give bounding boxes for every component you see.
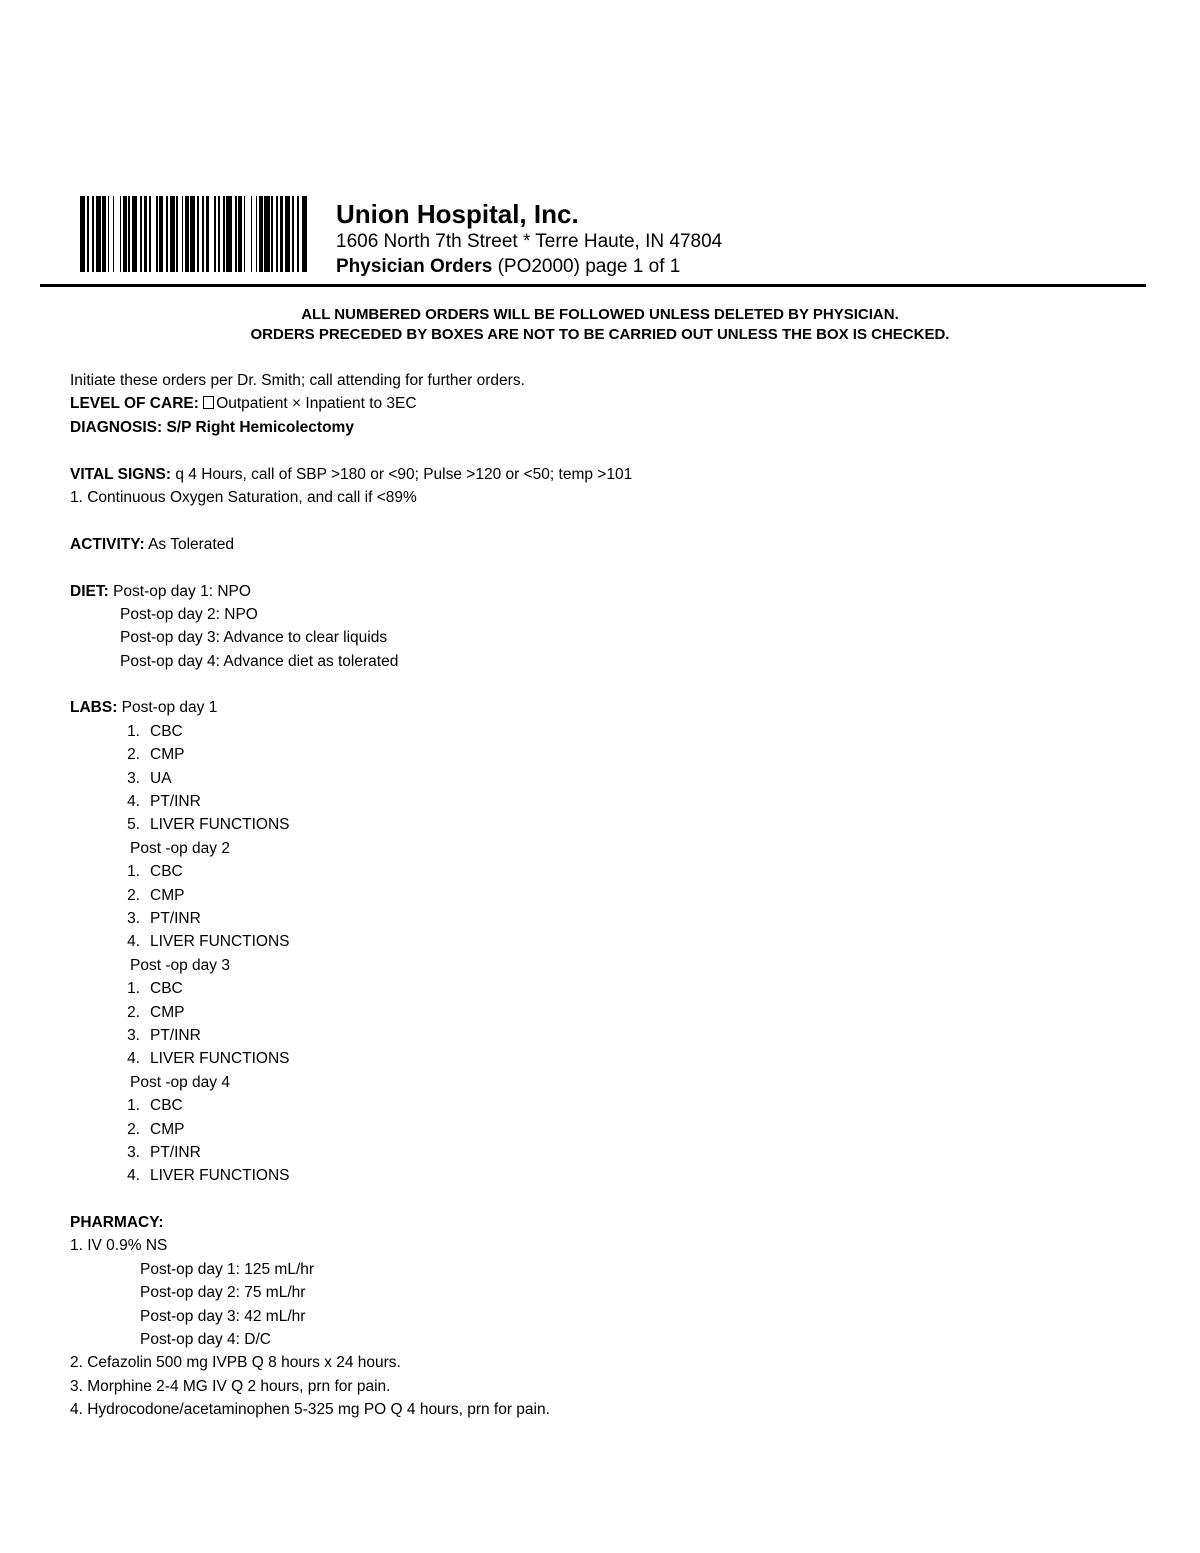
list-item-text: CMP — [150, 886, 185, 904]
activity — [70, 533, 632, 556]
list-item — [70, 743, 632, 766]
list-item-number: 2. — [127, 1003, 140, 1021]
list-item-text: CBC — [150, 863, 183, 881]
diet-label: DIET: — [70, 582, 109, 600]
form-title: Physician Orders — [336, 256, 493, 277]
list-item-number: 3. — [127, 1026, 140, 1044]
diet-day-2: Post-op day 2: NPO — [120, 605, 258, 623]
list-item-text: CMP — [150, 1120, 185, 1138]
orders-notice — [0, 305, 1200, 345]
list-item — [70, 977, 632, 1000]
vital-signs-label: VITAL SIGNS: — [70, 465, 172, 483]
list-item-number: 1. — [127, 980, 140, 998]
list-item-text: PT/INR — [150, 793, 201, 811]
labs-day-3-list — [70, 977, 632, 1071]
labs-day-4-list — [70, 1094, 632, 1188]
notice-line-1: ALL NUMBERED ORDERS WILL BE FOLLOWED UNLESS DELETED BY PHYSICIAN. — [301, 306, 899, 323]
list-item-number: 1. — [127, 863, 140, 881]
labs-label: LABS: — [70, 699, 118, 717]
activity-text: As Tolerated — [148, 535, 234, 553]
level-of-care-inpatient: Inpatient to 3EC — [305, 395, 417, 413]
list-item-number: 4. — [127, 1050, 140, 1068]
pharmacy-order-1-step: Post-op day 1: 125 mL/hr — [140, 1260, 315, 1278]
diet — [70, 580, 632, 603]
list-item-number: 4. — [127, 933, 140, 951]
diet-day-3: Post-op day 3: Advance to clear liquids — [120, 629, 388, 647]
document-header — [336, 199, 722, 279]
list-item — [70, 790, 632, 813]
hospital-address: 1606 North 7th Street * Terre Haute, IN 47804 — [336, 231, 723, 252]
vital-signs-text: q 4 Hours, call of SBP >180 or <90; Pulse >120 or <50; temp >101 — [175, 465, 633, 483]
list-item-number: 3. — [127, 1143, 140, 1161]
notice-line-2: ORDERS PRECEDED BY BOXES ARE NOT TO BE CARRIED OUT UNLESS THE BOX IS CHECKED. — [250, 326, 950, 343]
list-item — [70, 1118, 632, 1141]
list-item-number: 2. — [127, 746, 140, 764]
vital-signs — [70, 463, 632, 486]
list-item-text: CBC — [150, 722, 183, 740]
list-item-text: CMP — [150, 746, 185, 764]
list-item-number: 4. — [127, 1167, 140, 1185]
header-divider — [40, 284, 1146, 287]
list-item-text: LIVER FUNCTIONS — [150, 816, 290, 834]
form-title-line — [336, 254, 722, 279]
list-item-text: LIVER FUNCTIONS — [150, 1167, 290, 1185]
list-item-text: CBC — [150, 980, 183, 998]
list-item — [70, 1164, 632, 1187]
labs-day-3-title: Post -op day 3 — [130, 956, 230, 974]
list-item-number: 2. — [127, 886, 140, 904]
diet-day-4: Post-op day 4: Advance diet as tolerated — [120, 652, 399, 670]
list-item-number: 4. — [127, 793, 140, 811]
labs-day-2-list — [70, 860, 632, 954]
orders-body — [70, 369, 632, 1422]
list-item-text: PT/INR — [150, 909, 201, 927]
list-item — [70, 1001, 632, 1024]
labs-day-1-list — [70, 720, 632, 837]
list-item-text: CBC — [150, 1097, 183, 1115]
pharmacy-order-3: 3. Morphine 2-4 MG IV Q 2 hours, prn for pain. — [70, 1377, 391, 1395]
vital-signs-order-1: 1. Continuous Oxygen Saturation, and call if <89% — [70, 488, 417, 506]
labs — [70, 696, 632, 719]
pharmacy-order-2: 2. Cefazolin 500 mg IVPB Q 8 hours x 24 hours. — [70, 1354, 401, 1372]
diagnosis: DIAGNOSIS: S/P Right Hemicolectomy — [70, 418, 354, 436]
pharmacy-label: PHARMACY: — [70, 1214, 164, 1232]
list-item — [70, 720, 632, 743]
list-item — [70, 1047, 632, 1070]
list-item — [70, 1141, 632, 1164]
diet-day-1: Post-op day 1: NPO — [113, 582, 251, 600]
list-item — [70, 813, 632, 836]
pharmacy-order-1-step: Post-op day 3: 42 mL/hr — [140, 1307, 306, 1325]
list-item-text: PT/INR — [150, 1143, 201, 1161]
list-item — [70, 884, 632, 907]
list-item — [70, 1094, 632, 1117]
level-of-care-label: LEVEL OF CARE: — [70, 395, 199, 413]
labs-day-2-title: Post -op day 2 — [130, 839, 230, 857]
list-item — [70, 1024, 632, 1047]
list-item-number: 2. — [127, 1120, 140, 1138]
labs-day-1-title: Post-op day 1 — [121, 699, 218, 717]
barcode — [80, 196, 308, 272]
list-item-text: LIVER FUNCTIONS — [150, 1050, 290, 1068]
list-item-number: 3. — [127, 769, 140, 787]
pharmacy-order-1-step: Post-op day 4: D/C — [140, 1331, 271, 1349]
list-item — [70, 930, 632, 953]
level-of-care-outpatient: Outpatient — [216, 395, 288, 413]
intro-text: Initiate these orders per Dr. Smith; call attending for further orders. — [70, 372, 525, 389]
labs-day-4-title: Post -op day 4 — [130, 1073, 230, 1091]
pharmacy-order-1-step: Post-op day 2: 75 mL/hr — [140, 1284, 306, 1302]
list-item-number: 1. — [127, 1097, 140, 1115]
activity-label: ACTIVITY: — [70, 535, 145, 553]
level-of-care — [70, 392, 632, 415]
list-item-text: LIVER FUNCTIONS — [150, 933, 290, 951]
list-item-text: PT/INR — [150, 1026, 201, 1044]
pharmacy-order-4: 4. Hydrocodone/acetaminophen 5-325 mg PO Q 4 hours, prn for pain. — [70, 1401, 550, 1419]
checkbox-outpatient-icon[interactable] — [203, 396, 214, 409]
pharmacy-order-1: 1. IV 0.9% NS — [70, 1237, 168, 1255]
list-item-text: UA — [150, 769, 172, 787]
hospital-name: Union Hospital, Inc. — [336, 199, 579, 229]
list-item — [70, 860, 632, 883]
list-item-number: 3. — [127, 909, 140, 927]
list-item-number: 5. — [127, 816, 140, 834]
list-item-text: CMP — [150, 1003, 185, 1021]
list-item — [70, 767, 632, 790]
form-code: (PO2000) page 1 of 1 — [497, 256, 681, 277]
list-item-number: 1. — [127, 722, 140, 740]
list-item — [70, 907, 632, 930]
checked-mark-icon: × — [292, 395, 302, 413]
